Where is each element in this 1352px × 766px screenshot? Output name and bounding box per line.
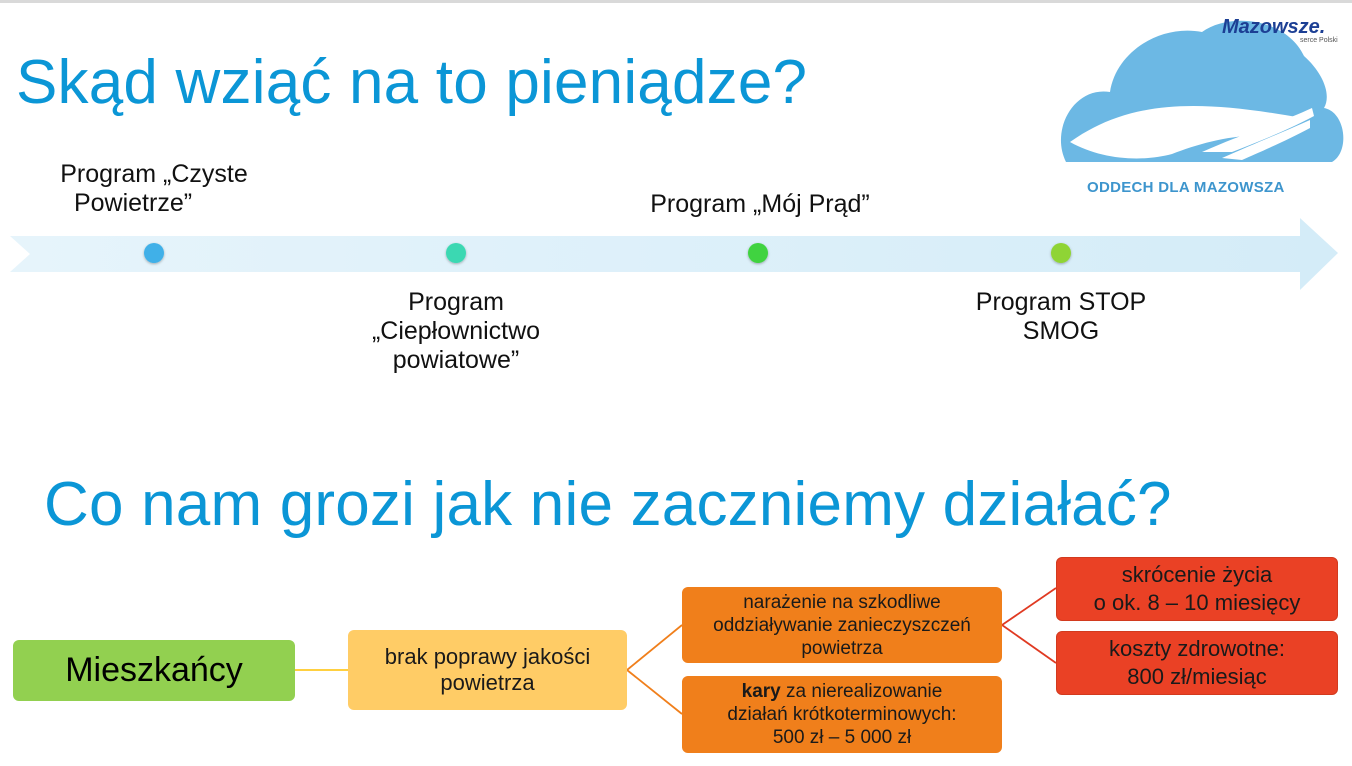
timeline-dot-1 bbox=[144, 243, 164, 263]
program-stop-smog: Program STOP SMOG bbox=[975, 288, 1147, 345]
timeline-dot-2 bbox=[446, 243, 466, 263]
node-penalties: kary za nierealizowanie działań krótkoterminowych: 500 zł – 5 000 zł bbox=[682, 676, 1002, 753]
logo-tagline: serce Polski bbox=[1300, 37, 1338, 44]
node-pollution-exposure: narażenie na szkodliwe oddziaływanie zanieczyszczeń powietrza bbox=[682, 587, 1002, 663]
program-cieplownictwo: Program „Ciepłownictwo powiatowe” bbox=[371, 288, 541, 374]
title-funding: Skąd wziąć na to pieniądze? bbox=[16, 48, 808, 117]
title-threats: Co nam grozi jak nie zaczniemy działać? bbox=[44, 470, 1172, 539]
node-health-costs: koszty zdrowotne: 800 zł/miesiąc bbox=[1056, 631, 1338, 695]
timeline-dot-3 bbox=[748, 243, 768, 263]
logo-caption: ODDECH DLA MAZOWSZA bbox=[1087, 179, 1285, 196]
program-moj-prad: Program „Mój Prąd” bbox=[650, 190, 870, 218]
node-life-shortening: skrócenie życia o ok. 8 – 10 miesięcy bbox=[1056, 557, 1338, 621]
program-czyste-powietrze: Program „Czyste Powietrze” bbox=[60, 160, 248, 217]
timeline-dot-4 bbox=[1051, 243, 1071, 263]
top-divider bbox=[0, 0, 1352, 3]
node-no-air-improvement: brak poprawy jakości powietrza bbox=[348, 630, 627, 710]
logo-brand: Mazowsze. bbox=[1222, 16, 1326, 38]
node-residents: Mieszkańcy bbox=[13, 640, 295, 701]
